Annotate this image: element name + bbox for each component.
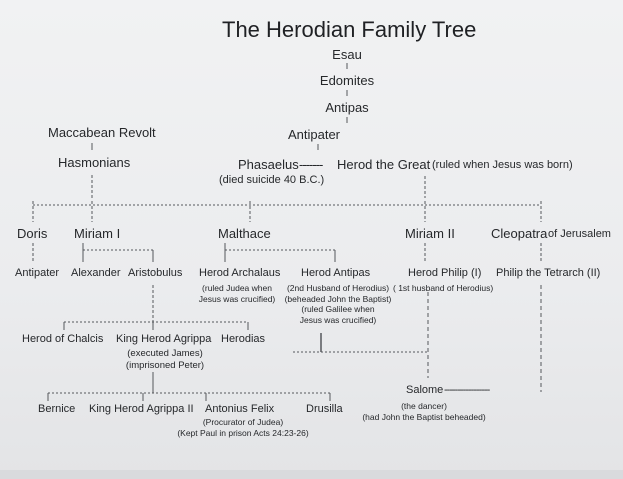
node-bernice: Bernice xyxy=(38,403,76,415)
node-drusilla: Drusilla xyxy=(306,403,343,415)
node-miriam-i: Miriam I xyxy=(74,226,121,241)
node-doris: Doris xyxy=(17,226,48,241)
note-cleopatra: of Jerusalem xyxy=(548,228,611,240)
note-archalaus-2: Jesus was crucified) xyxy=(198,293,276,304)
note-agrippa-1: (executed James) xyxy=(127,348,203,359)
note-agrippa-2: (imprisoned Peter) xyxy=(125,359,205,371)
node-herod-the-great: Herod the Great xyxy=(337,157,431,172)
node-philip-the-tetrarch: Philip the Tetrarch (II) xyxy=(496,267,601,279)
node-malthace: Malthace xyxy=(218,226,271,241)
node-king-herod-agrippa: King Herod Agrippa xyxy=(116,333,212,345)
node-herodias: Herodias xyxy=(221,333,266,345)
node-cleopatra: Cleopatra xyxy=(491,226,548,241)
node-miriam-ii: Miriam II xyxy=(405,226,455,241)
node-maccabean-revolt: Maccabean Revolt xyxy=(48,125,156,140)
node-aristobulus: Aristobulus xyxy=(128,267,183,279)
note-antipas-4: Jesus was crucified) xyxy=(299,314,377,325)
note-antipas-1: (2nd Husband of Herodius) xyxy=(286,283,390,293)
node-antipater-son: Antipater xyxy=(15,267,60,279)
note-salome-1: (the dancer) xyxy=(401,401,447,411)
node-phasaelus: Phasaelus xyxy=(238,157,299,172)
node-salome: Salome xyxy=(406,384,444,396)
node-antipater: Antipater xyxy=(287,127,341,142)
note-felix xyxy=(177,417,308,438)
node-herod-archalaus: Herod Archalaus xyxy=(199,267,281,279)
note-felix-2: (Kept Paul in prison Acts 24:23-26) xyxy=(177,427,309,438)
note-archalaus-1: (ruled Judea when xyxy=(202,283,272,293)
note-antipas-3: (ruled Galilee when xyxy=(301,304,375,315)
note-salome xyxy=(362,401,485,422)
note-salome-2: (had John the Baptist beheaded) xyxy=(362,411,486,422)
node-esau: Esau xyxy=(332,47,362,62)
page-bottom-edge xyxy=(0,470,623,479)
node-king-herod-agrippa-ii: King Herod Agrippa II xyxy=(89,403,194,415)
node-edomites: Edomites xyxy=(319,73,375,88)
node-hasmonians: Hasmonians xyxy=(58,155,131,170)
node-alexander: Alexander xyxy=(71,267,121,279)
node-antonius-felix: Antonius Felix xyxy=(205,403,275,415)
note-agrippa xyxy=(126,348,204,372)
note-herod-the-great: (ruled when Jesus was born) xyxy=(432,159,573,171)
node-antipas-ancestor: Antipas xyxy=(325,100,369,115)
note-archalaus xyxy=(199,283,276,304)
note-antipas xyxy=(285,283,392,326)
node-herod-antipas: Herod Antipas xyxy=(301,267,371,279)
page-title: The Herodian Family Tree xyxy=(222,17,477,42)
note-felix-1: (Procurator of Judea) xyxy=(202,417,284,427)
node-herod-philip-i: Herod Philip (I) xyxy=(408,267,482,279)
note-antipas-2: (beheaded John the Baptist) xyxy=(284,293,392,304)
phasaelus-connector: ------- xyxy=(299,157,323,172)
node-herod-of-chalcis: Herod of Chalcis xyxy=(22,333,104,345)
note-philip-i: ( 1st husband of Herodius) xyxy=(393,283,494,293)
note-phasaelus: (died suicide 40 B.C.) xyxy=(219,174,325,186)
salome-connector: ----------------- xyxy=(444,384,490,396)
